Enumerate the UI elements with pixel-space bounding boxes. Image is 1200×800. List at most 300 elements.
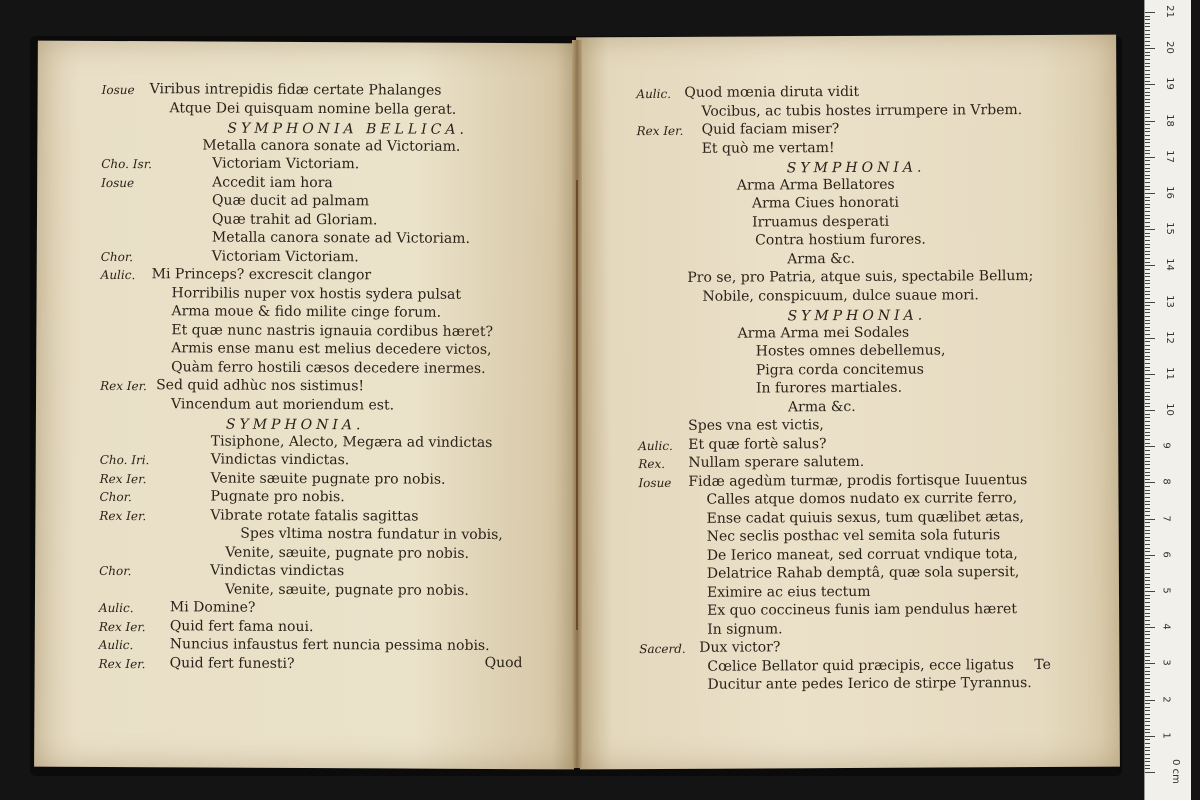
verse-line: Ducitur ante pedes Ierico de stirpe Tyrannus. [707,675,1032,693]
ruler-tick [1145,700,1155,701]
ruler-label: 3 [1160,659,1172,667]
ruler-minor-tick [1145,345,1150,346]
ruler-minor-tick [1145,55,1150,56]
ruler-minor-tick [1145,743,1150,744]
ruler-tick [1145,338,1155,339]
ruler-minor-tick [1145,595,1150,596]
speaker-name: Iosue [101,82,135,98]
ruler-label: 13 [1163,294,1175,308]
ruler-minor-tick [1145,721,1150,722]
speaker-name: Cho. Iri. [99,452,150,468]
verse-line: Arma &c. [787,398,856,415]
ruler-minor-tick [1145,178,1150,179]
ruler-tick [1145,157,1155,158]
ruler-tick [1145,591,1155,592]
ruler-minor-tick [1145,732,1150,733]
verse-line: Metalla canora sonate ad Victoriam. [202,136,461,155]
ruler-minor-tick [1145,309,1150,310]
ruler-tick [1145,555,1155,556]
ruler-minor-tick [1145,200,1150,201]
ruler-minor-tick [1145,425,1150,426]
speaker-name: Rex Ier. [100,378,147,394]
ruler-minor-tick [1145,142,1150,143]
speaker-name: Chor. [100,249,134,264]
verse-line: Spes vna est victis, [688,417,824,434]
ruler-minor-tick [1145,729,1150,730]
ruler-minor-tick [1145,139,1150,140]
ruler-minor-tick [1145,30,1150,31]
ruler-tick [1145,229,1155,230]
ruler-minor-tick [1145,182,1150,183]
ruler-minor-tick [1145,689,1150,690]
ruler-tick [1145,772,1155,773]
ruler-minor-tick [1145,631,1150,632]
ruler-minor-tick [1145,609,1150,610]
ruler-minor-tick [1145,421,1150,422]
verse-line: Pugnate pro nobis. [210,488,345,506]
ruler-minor-tick [1145,294,1150,295]
ruler-label: 15 [1163,222,1175,236]
verse-line: Vibrate rotate fatalis sagittas [210,507,419,525]
ruler-minor-tick [1145,396,1150,397]
ruler-minor-tick [1145,468,1150,469]
ruler-minor-tick [1145,334,1150,335]
ruler-minor-tick [1145,747,1150,748]
section-heading: SYMPHONIA. [225,416,365,434]
ruler-minor-tick [1145,222,1150,223]
ruler-minor-tick [1145,150,1150,151]
ruler-minor-tick [1145,653,1150,654]
ruler-minor-tick [1145,479,1150,480]
ruler-minor-tick [1145,710,1150,711]
ruler-minor-tick [1145,758,1150,759]
verse-line: Arma Ciues honorati [751,194,900,212]
verse-line: Quid faciam miser? [701,121,840,138]
speaker-name: Rex Ier. [99,471,147,486]
ruler-label: 16 [1163,186,1175,199]
ruler-minor-tick [1145,765,1150,766]
verse-line: Ex quo coccineus funis iam pendulus hæret [707,601,1017,619]
ruler-minor-tick [1145,52,1150,53]
ruler-minor-tick [1145,544,1150,545]
section-heading: SYMPHONIA. [786,159,926,177]
ruler-minor-tick [1145,37,1150,38]
ruler-label: 1 [1160,732,1172,739]
ruler-label: 0 cm [1169,759,1181,784]
verse-line: Accedit iam hora [212,174,333,191]
verse-line: Et quæ fortè salus? [688,435,827,453]
ruler-minor-tick [1145,128,1150,129]
verse-line: Nullam sperare salutem. [688,453,865,471]
ruler-minor-tick [1145,312,1150,313]
ruler-minor-tick [1145,656,1150,657]
ruler-minor-tick [1145,616,1150,617]
verse-line: Quod mœnia diruta vidit [684,83,860,101]
speaker-name: Aulic. [638,438,673,453]
verse-line: Venite, sæuite, pugnate pro nobis. [224,581,469,599]
ruler-minor-tick [1145,417,1150,418]
ruler-minor-tick [1145,432,1150,433]
verse-line: Quæ trahit ad Gloriam. [211,211,378,228]
verse-line: Vindictas vindictas. [210,451,350,469]
ruler-minor-tick [1145,385,1150,386]
ruler-minor-tick [1145,160,1150,161]
catchword: Te [1034,656,1051,674]
ruler-minor-tick [1145,168,1150,169]
ruler-minor-tick [1145,678,1150,679]
ruler-tick [1145,410,1155,411]
ruler-minor-tick [1145,113,1150,114]
ruler-minor-tick [1145,602,1150,603]
ruler-minor-tick [1145,186,1150,187]
ruler-minor-tick [1145,164,1150,165]
ruler-minor-tick [1145,370,1150,371]
ruler-minor-tick [1145,443,1150,444]
ruler-minor-tick [1145,540,1150,541]
ruler-minor-tick [1145,392,1150,393]
verse-line: Victoriam Victoriam. [212,155,360,173]
ruler-minor-tick [1145,490,1150,491]
ruler-tick [1145,446,1155,447]
ruler-minor-tick [1145,146,1150,147]
speaker-name: Rex Ier. [98,656,146,671]
ruler-minor-tick [1145,298,1150,299]
ruler-minor-tick [1145,501,1150,502]
verse-line: Hostes omnes debellemus, [755,342,946,360]
ruler-minor-tick [1145,19,1150,20]
ruler-minor-tick [1145,682,1150,683]
ruler-minor-tick [1145,240,1150,241]
verse-line: Mi Princeps? excrescit clangor [151,266,372,284]
ruler-minor-tick [1145,34,1150,35]
ruler-tick [1145,627,1155,628]
ruler-minor-tick [1145,330,1150,331]
verse-line: Arma Arma Bellatores [736,176,895,194]
verse-line: Calles atque domos nudato ex currite ferro, [706,490,1018,508]
ruler-minor-tick [1145,464,1150,465]
ruler-minor-tick [1145,718,1150,719]
ruler-minor-tick [1145,526,1150,527]
speaker-name: Chor. [99,563,132,579]
ruler-tick [1145,736,1155,737]
ruler-minor-tick [1145,403,1150,404]
ruler-minor-tick [1145,276,1150,277]
verse-line: Quid fert fama noui. [169,617,314,635]
ruler-minor-tick [1145,515,1150,516]
verse-line: Spes vltima nostra fundatur in vobis, [240,525,503,544]
verse-line: Tisiphone, Alecto, Megæra ad vindictas [210,433,493,451]
speaker-name: Iosue [101,175,135,190]
ruler-label: 12 [1163,330,1175,344]
ruler-minor-tick [1145,450,1150,451]
ruler-minor-tick [1145,171,1150,172]
left-page [34,41,578,770]
ruler-minor-tick [1145,367,1150,368]
verse-line: Et quæ nunc nastris ignauia cordibus hæret? [171,321,494,340]
ruler-minor-tick [1145,660,1150,661]
ruler-minor-tick [1145,674,1150,675]
ruler-minor-tick [1145,725,1150,726]
ruler-minor-tick [1145,642,1150,643]
ruler-minor-tick [1145,457,1150,458]
verse-line: Viribus intrepidis fidæ certate Phalanges [149,81,442,99]
ruler-minor-tick [1145,59,1150,60]
ruler-minor-tick [1145,649,1150,650]
verse-line: Quàm ferro hostili cæsos decedere inermes. [171,358,486,377]
ruler-minor-tick [1145,352,1150,353]
ruler-minor-tick [1145,95,1150,96]
ruler-minor-tick [1145,349,1150,350]
ruler-label: 6 [1160,551,1172,558]
ruler-minor-tick [1145,106,1150,107]
ruler-minor-tick [1145,768,1150,769]
ruler-minor-tick [1145,685,1150,686]
ruler-label: 7 [1160,514,1172,522]
verse-line: Et quò me vertam! [701,139,835,157]
ruler-minor-tick [1145,197,1150,198]
ruler-tick [1145,302,1155,303]
ruler-minor-tick [1145,247,1150,248]
verse-line: Sed quid adhùc nos sistimus! [156,377,365,395]
ruler-minor-tick [1145,486,1150,487]
verse-line: Pigra corda concitemus [755,361,924,378]
ruler-label: 18 [1163,113,1175,127]
ruler-minor-tick [1145,537,1150,538]
ruler-tick [1145,265,1155,266]
verse-line: Ense cadat quiuis sexus, tum quælibet ætas, [706,508,1024,527]
verse-line: Vocibus, ac tubis hostes irrumpere in Vrbem. [701,101,1023,120]
verse-line: De Ierico maneat, sed corruat vndique tota, [706,545,1018,564]
ruler-minor-tick [1145,233,1150,234]
ruler-label: 5 [1160,587,1172,594]
section-heading: SYMPHONIA. [787,307,927,325]
ruler-minor-tick [1145,671,1150,672]
ruler-minor-tick [1145,356,1150,357]
speaker-name: Rex Ier. [636,123,684,139]
ruler-minor-tick [1145,320,1150,321]
ruler-minor-tick [1145,638,1150,639]
verse-line: Cœlice Bellator quid præcipis, ecce ligatus [707,656,1014,675]
ruler-minor-tick [1145,548,1150,549]
speaker-name: Aulic. [98,600,134,616]
ruler-tick [1145,193,1155,194]
ruler-minor-tick [1145,74,1150,75]
ruler-minor-tick [1145,341,1150,342]
ruler-minor-tick [1145,696,1150,697]
ruler-minor-tick [1145,41,1150,42]
section-heading: SYMPHONIA BELLICA. [227,120,469,138]
ruler-tick [1145,482,1155,483]
ruler-minor-tick [1145,624,1150,625]
ruler-tick [1145,48,1155,49]
ruler-minor-tick [1145,63,1150,64]
ruler-minor-tick [1145,703,1150,704]
ruler-minor-tick [1145,707,1150,708]
ruler-minor-tick [1145,23,1150,24]
speaker-name: Rex Ier. [99,508,147,523]
verse-line: Arma moue & fido milite cinge forum. [171,303,442,321]
ruler-minor-tick [1145,598,1150,599]
ruler-minor-tick [1145,251,1150,252]
ruler-minor-tick [1145,692,1150,693]
ruler-minor-tick [1145,714,1150,715]
verse-line: Atque Dei quisquam nomine bella gerat. [169,99,457,118]
ruler-minor-tick [1145,66,1150,67]
ruler-minor-tick [1145,131,1150,132]
ruler-minor-tick [1145,739,1150,740]
ruler-minor-tick [1145,70,1150,71]
ruler-minor-tick [1145,258,1150,259]
ruler-minor-tick [1145,283,1150,284]
ruler-minor-tick [1145,406,1150,407]
ruler-minor-tick [1145,530,1150,531]
verse-line: Vindictas vindictas [210,562,345,580]
ruler-minor-tick [1145,439,1150,440]
speaker-name: Iosue [638,475,672,490]
ruler-minor-tick [1145,475,1150,476]
catchword: Quod [484,654,523,672]
ruler-minor-tick [1145,497,1150,498]
ruler-minor-tick [1145,667,1150,668]
ruler-minor-tick [1145,750,1150,751]
ruler-minor-tick [1145,761,1150,762]
ruler-minor-tick [1145,511,1150,512]
ruler-minor-tick [1145,381,1150,382]
measurement-ruler [1144,0,1191,800]
ruler-minor-tick [1145,189,1150,190]
ruler-minor-tick [1145,26,1150,27]
ruler-minor-tick [1145,211,1150,212]
ruler-minor-tick [1145,218,1150,219]
ruler-minor-tick [1145,16,1150,17]
ruler-minor-tick [1145,175,1150,176]
ruler-minor-tick [1145,606,1150,607]
ruler-tick [1145,663,1155,664]
verse-line: Nec seclis posthac vel semita sola futuris [706,527,1001,545]
ruler-minor-tick [1145,99,1150,100]
ruler-label: 8 [1160,478,1172,486]
ruler-minor-tick [1145,88,1150,89]
ruler-minor-tick [1145,472,1150,473]
verse-line: Quæ ducit ad palmam [212,192,370,210]
ruler-minor-tick [1145,262,1150,263]
verse-line: Arma Arma mei Sodales [737,324,910,342]
ruler-minor-tick [1145,363,1150,364]
speaker-name: Aulic. [636,86,672,102]
speaker-name: Rex Ier. [98,619,146,634]
ruler-label: 20 [1163,41,1175,55]
speaker-name: Aulic. [100,267,136,283]
ruler-minor-tick [1145,135,1150,136]
verse-line: Metalla canora sonate ad Victoriam. [211,229,470,247]
ruler-minor-tick [1145,81,1150,82]
verse-line: Pro se, pro Patria, atque suis, spectabile Bellum; [687,268,1034,286]
ruler-minor-tick [1145,584,1150,585]
ruler-minor-tick [1145,153,1150,154]
ruler-minor-tick [1145,428,1150,429]
ruler-tick [1145,519,1155,520]
ruler-minor-tick [1145,493,1150,494]
ruler-minor-tick [1145,378,1150,379]
verse-line: Victoriam Victoriam. [211,248,359,265]
ruler-minor-tick [1145,533,1150,534]
ruler-minor-tick [1145,566,1150,567]
ruler-label: 17 [1163,149,1175,163]
ruler-minor-tick [1145,551,1150,552]
ruler-minor-tick [1145,287,1150,288]
verse-line: Irruamus desperati [752,213,890,230]
ruler-minor-tick [1145,273,1150,274]
ruler-minor-tick [1145,316,1150,317]
verse-line: Fidæ agedùm turmæ, prodis fortisque Iuuentus [688,471,1028,490]
ruler-minor-tick [1145,327,1150,328]
ruler-minor-tick [1145,562,1150,563]
ruler-tick [1145,374,1155,375]
ruler-minor-tick [1145,580,1150,581]
ruler-minor-tick [1145,508,1150,509]
ruler-minor-tick [1145,291,1150,292]
ruler-minor-tick [1145,399,1150,400]
verse-line: In signum. [707,620,783,638]
ruler-minor-tick [1145,117,1150,118]
ruler-minor-tick [1145,92,1150,93]
ruler-minor-tick [1145,236,1150,237]
ruler-minor-tick [1145,577,1150,578]
ruler-minor-tick [1145,613,1150,614]
ruler-minor-tick [1145,569,1150,570]
ruler-label: 2 [1160,695,1172,703]
ruler-label: 4 [1160,623,1172,630]
ruler-minor-tick [1145,454,1150,455]
ruler-minor-tick [1145,77,1150,78]
verse-line: Venite sæuite pugnate pro nobis. [210,470,446,488]
verse-line: Horribilis nuper vox hostis sydera pulsat [171,284,462,303]
ruler-minor-tick [1145,620,1150,621]
ruler-minor-tick [1145,204,1150,205]
ruler-minor-tick [1145,305,1150,306]
verse-line: Contra hostium furores. [755,231,926,249]
ruler-label: 19 [1163,77,1175,91]
verse-line: Quid fert funesti? [169,654,295,672]
ruler-minor-tick [1145,359,1150,360]
ruler-minor-tick [1145,522,1150,523]
verse-line: Armis ense manu est melius decedere victos, [171,340,492,358]
verse-line: Mi Domine? [169,599,256,616]
verse-line: Dux victor? [699,639,781,656]
ruler-minor-tick [1145,414,1150,415]
ruler-label: 10 [1163,403,1175,416]
ruler-tick [1145,121,1155,122]
verse-line: Eximire ac eius tectum [706,583,871,601]
speaker-name: Rex. [638,456,666,472]
ruler-minor-tick [1145,461,1150,462]
ruler-minor-tick [1145,226,1150,227]
ruler-minor-tick [1145,587,1150,588]
verse-line: Delatrice Rahab demptâ, quæ sola supersit, [706,564,1020,582]
ruler-minor-tick [1145,280,1150,281]
ruler-minor-tick [1145,754,1150,755]
ruler-minor-tick [1145,323,1150,324]
ruler-minor-tick [1145,435,1150,436]
ruler-minor-tick [1145,102,1150,103]
ruler-label: 11 [1163,367,1175,380]
ruler-minor-tick [1145,504,1150,505]
ruler-minor-tick [1145,215,1150,216]
right-page [576,35,1120,770]
ruler-tick [1145,12,1155,13]
verse-line: Venite, sæuite, pugnate pro nobis. [225,544,470,562]
verse-line: In furores martiales. [755,379,903,397]
